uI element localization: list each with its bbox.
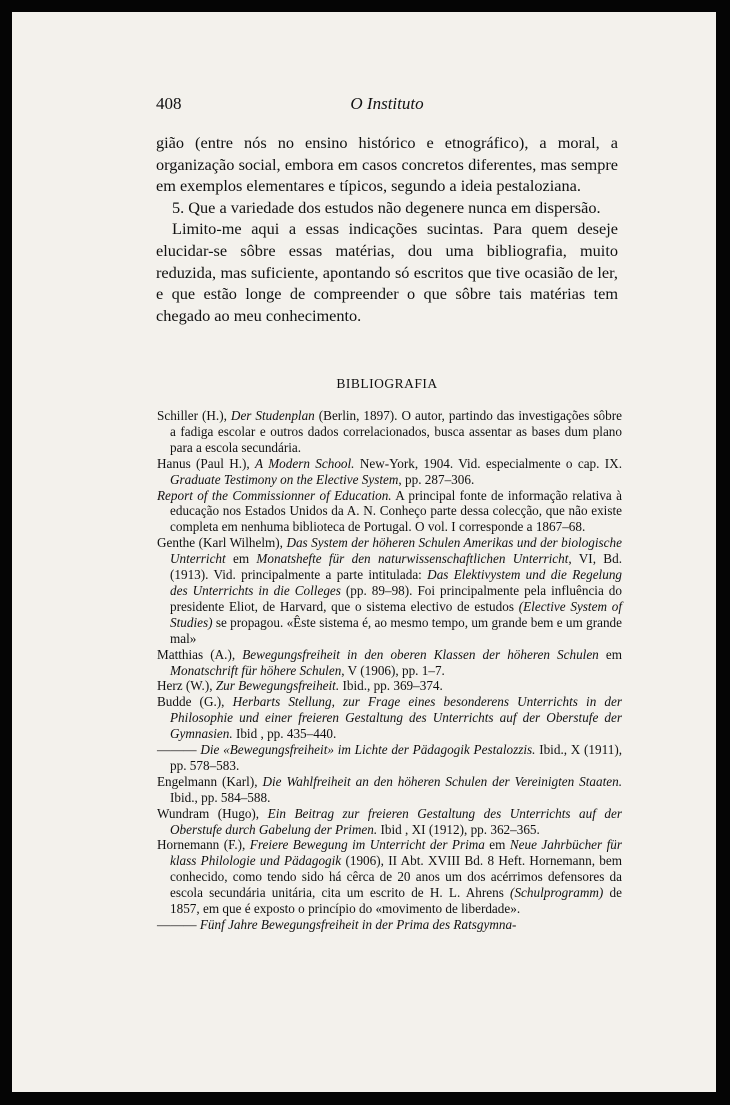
entry-text: Ibid , pp. 435–440. xyxy=(232,726,337,742)
entry-text: Genthe (Karl Wilhelm), xyxy=(157,535,287,551)
entry-title: Graduate Testimony on the Elective System xyxy=(170,471,399,487)
entry-title: Ein Beitrag zur freieren Gestaltung des Unterrichts auf der Oberstufe durch Gabelung der Primen. xyxy=(170,805,622,837)
bibliography-entry xyxy=(157,456,622,488)
entry-text: A principal fonte de informação relativa à educação nos Estados Unidos da A. N. Conheço parte dessa colecção, que não existe completa em nenhuma biblioteca de Portugal. O vol. I corresponde a 1867–68. xyxy=(170,487,622,535)
bibliography-entry xyxy=(157,678,622,694)
entry-text: Hanus (Paul H.), xyxy=(157,455,256,471)
entry-title: Das System der höheren Schulen Amerikas und der biologische Unterricht xyxy=(170,535,622,567)
entry-text: Ibid , XI (1912), pp. 362–365. xyxy=(377,821,540,837)
bibliography-entry xyxy=(157,535,622,646)
entry-text: ——— xyxy=(157,917,200,932)
entry-title: Neue Jahrbücher für klass Philologie und Pädagogik xyxy=(170,837,622,869)
entry-text: , pp. 287–306. xyxy=(398,471,475,487)
bibliography-entry xyxy=(157,647,622,679)
entry-title: Das Elektivystem und die Regelung des Unterrichts in die Colleges xyxy=(170,567,623,598)
entry-text: (1906), II Abt. XVIII Bd. 8 Heft. Hornemann, bem conhecido, como tendo sido há cêrca de 20 anos um dos acérrimos defensores da escola secundária unitária, cita um escrito de H. L. Ahrens xyxy=(170,853,622,901)
entry-text: Ibid., pp. 369–374. xyxy=(339,678,443,694)
entry-text: ——— xyxy=(157,742,201,758)
entry-title: Monatshefte für den naturwissenschaftlichen Unterricht xyxy=(256,551,569,567)
entry-text: Ibid., pp. 584–588. xyxy=(170,789,271,805)
bibliography-entry xyxy=(157,694,622,742)
entry-text: , V (1906), pp. 1–7. xyxy=(341,662,445,678)
entry-title: Monatschrift für höhere Schulen xyxy=(170,662,342,678)
bibliography-list xyxy=(157,408,622,933)
entry-text: New-York, 1904. Vid. especialmente o cap. IX. xyxy=(354,455,622,471)
running-title: O Instituto xyxy=(350,94,424,113)
entry-title: Herbarts Stellung, zur Frage eines besonderens Unterrichts in der Philosophie und einer freieren Gestaltung des Unterrichts auf der Oberstufe der Gymnasien. xyxy=(170,694,622,742)
entry-text: , VI, Bd. (1913). Vid. principalmente a parte intitulada: xyxy=(170,551,622,583)
entry-text: Wundram (Hugo), xyxy=(157,805,268,821)
entry-title: (Schulprogramm) xyxy=(510,885,604,901)
entry-text: Schiller (H.), xyxy=(157,408,231,423)
entry-text: (Berlin, 1897). O autor, partindo das investigações sôbre a fadiga escolar e outros dados correlacionados, busca assentar as bases dum plano para a escola secundária. xyxy=(170,408,622,455)
entry-text: em xyxy=(225,551,257,567)
entry-text: Matthias (A.), xyxy=(157,646,243,662)
paragraph-2: 5. Que a variedade dos estudos não degenere nunca em dispersão. xyxy=(172,197,601,217)
entry-title: Report of the Commissionner of Education. xyxy=(157,487,392,503)
bibliography-entry xyxy=(157,917,622,933)
entry-title: Freiere Bewegung im Unterricht der Prima xyxy=(249,837,485,853)
entry-text: Herz (W.), xyxy=(157,678,216,694)
paragraph-3: Limito-me aqui a essas indicações sucintas. Para quem deseje elucidar-se sôbre essas matérias, dou uma bibliografia, muito reduzida, mas suficiente, apontando só escritos que tive ocasião de ler, e que estão longe de compreender o que sôbre tais matérias tem chegado ao meu conhecimento. xyxy=(156,219,618,325)
entry-title: Zur Bewegungsfreiheit. xyxy=(215,678,340,694)
entry-title: A Modern School. xyxy=(255,455,355,471)
entry-title: Die Wahlfreiheit an den höheren Schulen der Vereinigten Staaten. xyxy=(262,773,622,789)
entry-text: Engelmann (Karl), xyxy=(157,773,263,789)
bibliography-entry xyxy=(157,742,622,774)
bibliography-heading: BIBLIOGRAFIA xyxy=(336,376,438,391)
entry-title: Fünf Jahre Bewegungsfreiheit in der Prima des Ratsgymna- xyxy=(199,917,517,932)
body-text xyxy=(156,132,618,326)
entry-title: Der Studenplan xyxy=(230,408,315,423)
paragraph-1: gião (entre nós no ensino histórico e etnográfico), a moral, a organização social, embora em casos concretos diferentes, mas sempre em exemplos elementares e típicos, segundo a ideia pestaloziana. xyxy=(156,133,618,196)
entry-text: em xyxy=(598,646,622,662)
entry-text: Budde (G.), xyxy=(157,694,233,710)
entry-title: Bewegungsfreiheit in den oberen Klassen der höheren Schulen xyxy=(242,646,599,662)
book-page xyxy=(12,12,716,1092)
entry-text: se propagou. «Êste sistema é, ao mesmo tempo, um grande bem e um grande mal» xyxy=(170,614,622,646)
page-header xyxy=(156,94,618,122)
page-number: 408 xyxy=(156,94,182,113)
bibliography-entry xyxy=(157,408,622,456)
bibliography-entry xyxy=(157,837,622,917)
entry-text: Hornemann (F.), xyxy=(157,837,250,853)
entry-title: (Elective System of Studies) xyxy=(170,598,623,630)
entry-text: Ibid., X (1911), pp. 578–583. xyxy=(170,742,623,773)
bibliography-entry xyxy=(157,806,622,838)
entry-text: (pp. 89–98). Foi principalmente pela influência do presidente Eliot, de Harvard, que o sistema electivo de estudos xyxy=(170,582,622,614)
entry-text: de 1857, em que é exposto o princípio do «movimento de liberdade». xyxy=(170,885,622,917)
entry-title: Die «Bewegungsfreiheit» im Lichte der Pädagogik Pestalozzis. xyxy=(200,742,536,758)
bibliography-entry xyxy=(157,774,622,806)
entry-text: em xyxy=(484,837,510,853)
bibliography-entry xyxy=(157,488,622,536)
